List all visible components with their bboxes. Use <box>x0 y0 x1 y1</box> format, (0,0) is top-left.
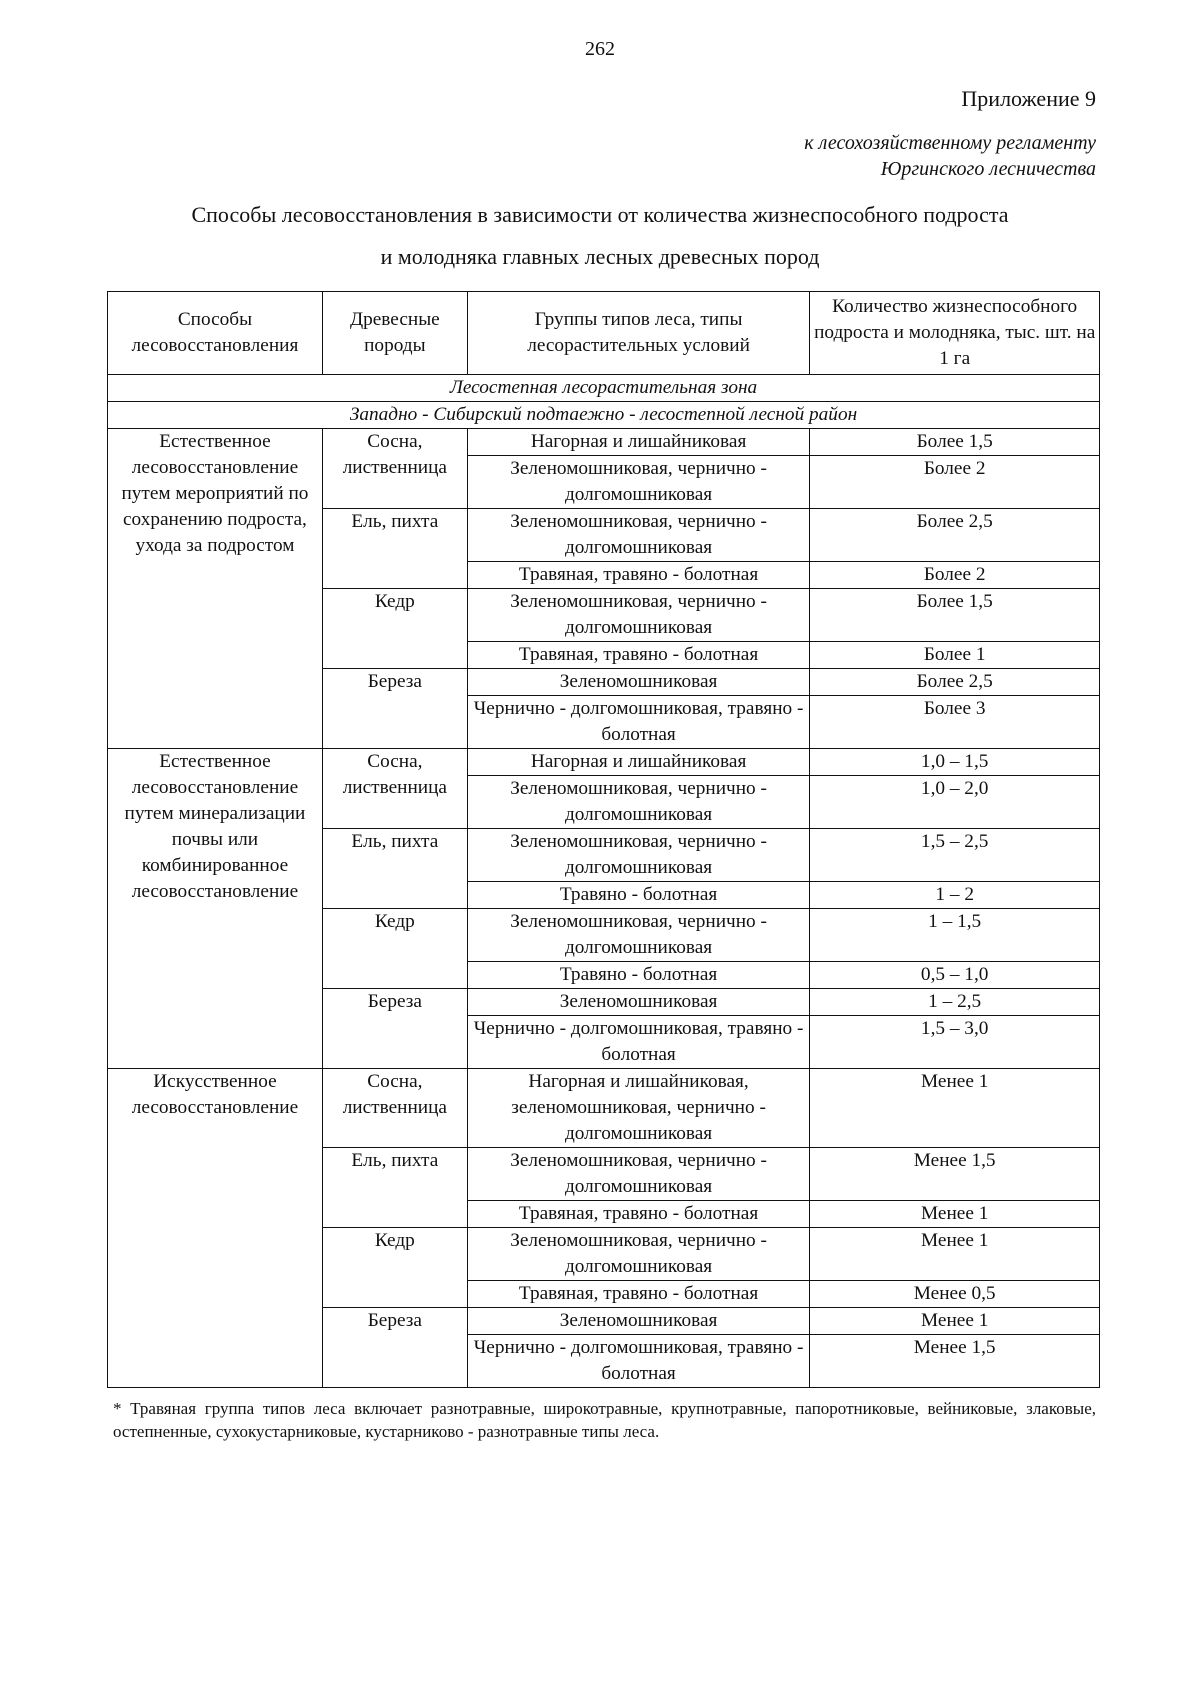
forest-type-cell: Зеленомошниковая, чернично - долгомошниковая <box>467 456 810 509</box>
header-forest-types: Группы типов леса, типы лесорастительных условий <box>467 292 810 375</box>
amount-cell: Более 1 <box>810 642 1100 669</box>
district-row <box>108 402 1100 429</box>
method-cell: Естественное лесовосстановление путем минерализации почвы или комбинированное лесовосстановление <box>108 749 323 1069</box>
document-title <box>0 194 1200 278</box>
forest-type-cell: Травяная, травяно - болотная <box>467 642 810 669</box>
species-cell: Кедр <box>322 1228 467 1308</box>
forest-type-cell: Зеленомошниковая, чернично - долгомошниковая <box>467 829 810 882</box>
amount-cell: Менее 1 <box>810 1228 1100 1281</box>
reforestation-table <box>107 291 1100 1388</box>
amount-cell: 1 – 1,5 <box>810 909 1100 962</box>
table-row <box>108 749 1100 776</box>
forest-type-cell: Зеленомошниковая <box>467 1308 810 1335</box>
annex-subtitle-line-1: к лесохозяйственному регламенту <box>804 132 1096 154</box>
amount-cell: Более 1,5 <box>810 589 1100 642</box>
amount-cell: Более 1,5 <box>810 429 1100 456</box>
amount-cell: Менее 1 <box>810 1069 1100 1148</box>
species-cell: Ель, пихта <box>322 829 467 909</box>
forest-type-cell: Зеленомошниковая, чернично - долгомошниковая <box>467 909 810 962</box>
forest-type-cell: Травяная, травяно - болотная <box>467 1201 810 1228</box>
table-row <box>108 1069 1100 1148</box>
forest-type-cell: Чернично - долгомошниковая, травяно - болотная <box>467 1335 810 1388</box>
header-methods: Способы лесовосстановления <box>108 292 323 375</box>
annex-label: Приложение 9 <box>961 86 1096 111</box>
amount-cell: Менее 1,5 <box>810 1335 1100 1388</box>
amount-cell: 1,0 – 2,0 <box>810 776 1100 829</box>
zone-label: Лесостепная лесорастительная зона <box>108 375 1100 402</box>
annex-subtitle-line-2: Юргинского лесничества <box>880 158 1096 180</box>
table-header-row <box>108 292 1100 375</box>
species-cell: Ель, пихта <box>322 509 467 589</box>
species-cell: Береза <box>322 989 467 1069</box>
amount-cell: Более 2,5 <box>810 669 1100 696</box>
forest-type-cell: Травяно - болотная <box>467 962 810 989</box>
forest-type-cell: Зеленомошниковая, чернично - долгомошниковая <box>467 1148 810 1201</box>
method-cell: Естественное лесовосстановление путем мероприятий по сохранению подроста, ухода за подростом <box>108 429 323 749</box>
header-amount: Количество жизнеспособного подроста и молодняка, тыс. шт. на 1 га <box>810 292 1100 375</box>
amount-cell: Более 2 <box>810 562 1100 589</box>
forest-type-cell: Травяная, травяно - болотная <box>467 562 810 589</box>
document-title-line-1: Способы лесовосстановления в зависимости от количества жизнеспособного подроста <box>191 202 1009 227</box>
amount-cell: Менее 0,5 <box>810 1281 1100 1308</box>
forest-type-cell: Зеленомошниковая, чернично - долгомошниковая <box>467 1228 810 1281</box>
page-number: 262 <box>585 38 615 60</box>
amount-cell: Более 2 <box>810 456 1100 509</box>
forest-type-cell: Чернично - долгомошниковая, травяно - болотная <box>467 696 810 749</box>
amount-cell: 1 – 2,5 <box>810 989 1100 1016</box>
species-cell: Сосна, лиственница <box>322 1069 467 1148</box>
species-cell: Береза <box>322 669 467 749</box>
species-cell: Береза <box>322 1308 467 1388</box>
method-cell: Искусственное лесовосстановление <box>108 1069 323 1388</box>
species-cell: Сосна, лиственница <box>322 749 467 829</box>
amount-cell: 0,5 – 1,0 <box>810 962 1100 989</box>
species-cell: Сосна, лиственница <box>322 429 467 509</box>
amount-cell: Менее 1 <box>810 1308 1100 1335</box>
footnote: * Травяная группа типов леса включает разнотравные, широкотравные, крупнотравные, папоротниковые, вейниковые, злаковые, остепненные, сухокустарниковые, кустарниково - разнотравные типы леса. <box>113 1399 1096 1441</box>
forest-type-cell: Зеленомошниковая, чернично - долгомошниковая <box>467 509 810 562</box>
document-title-line-2: и молодняка главных лесных древесных пород <box>380 244 820 269</box>
forest-type-cell: Чернично - долгомошниковая, травяно - болотная <box>467 1016 810 1069</box>
species-cell: Кедр <box>322 909 467 989</box>
forest-type-cell: Травяная, травяно - болотная <box>467 1281 810 1308</box>
header-species: Древесные породы <box>322 292 467 375</box>
annex-subtitle <box>804 130 1096 182</box>
forest-type-cell: Зеленомошниковая, чернично - долгомошниковая <box>467 776 810 829</box>
amount-cell: Менее 1,5 <box>810 1148 1100 1201</box>
amount-cell: Более 3 <box>810 696 1100 749</box>
table-body <box>108 375 1100 1388</box>
table-row <box>108 429 1100 456</box>
forest-type-cell: Нагорная и лишайниковая, зеленомошниковая, чернично - долгомошниковая <box>467 1069 810 1148</box>
forest-type-cell: Зеленомошниковая <box>467 669 810 696</box>
amount-cell: 1,5 – 2,5 <box>810 829 1100 882</box>
amount-cell: 1 – 2 <box>810 882 1100 909</box>
zone-row <box>108 375 1100 402</box>
species-cell: Кедр <box>322 589 467 669</box>
amount-cell: Более 2,5 <box>810 509 1100 562</box>
forest-type-cell: Зеленомошниковая <box>467 989 810 1016</box>
amount-cell: 1,5 – 3,0 <box>810 1016 1100 1069</box>
species-cell: Ель, пихта <box>322 1148 467 1228</box>
amount-cell: 1,0 – 1,5 <box>810 749 1100 776</box>
amount-cell: Менее 1 <box>810 1201 1100 1228</box>
forest-type-cell: Зеленомошниковая, чернично - долгомошниковая <box>467 589 810 642</box>
forest-type-cell: Нагорная и лишайниковая <box>467 749 810 776</box>
district-label: Западно - Сибирский подтаежно - лесостепной лесной район <box>108 402 1100 429</box>
forest-type-cell: Травяно - болотная <box>467 882 810 909</box>
forest-type-cell: Нагорная и лишайниковая <box>467 429 810 456</box>
